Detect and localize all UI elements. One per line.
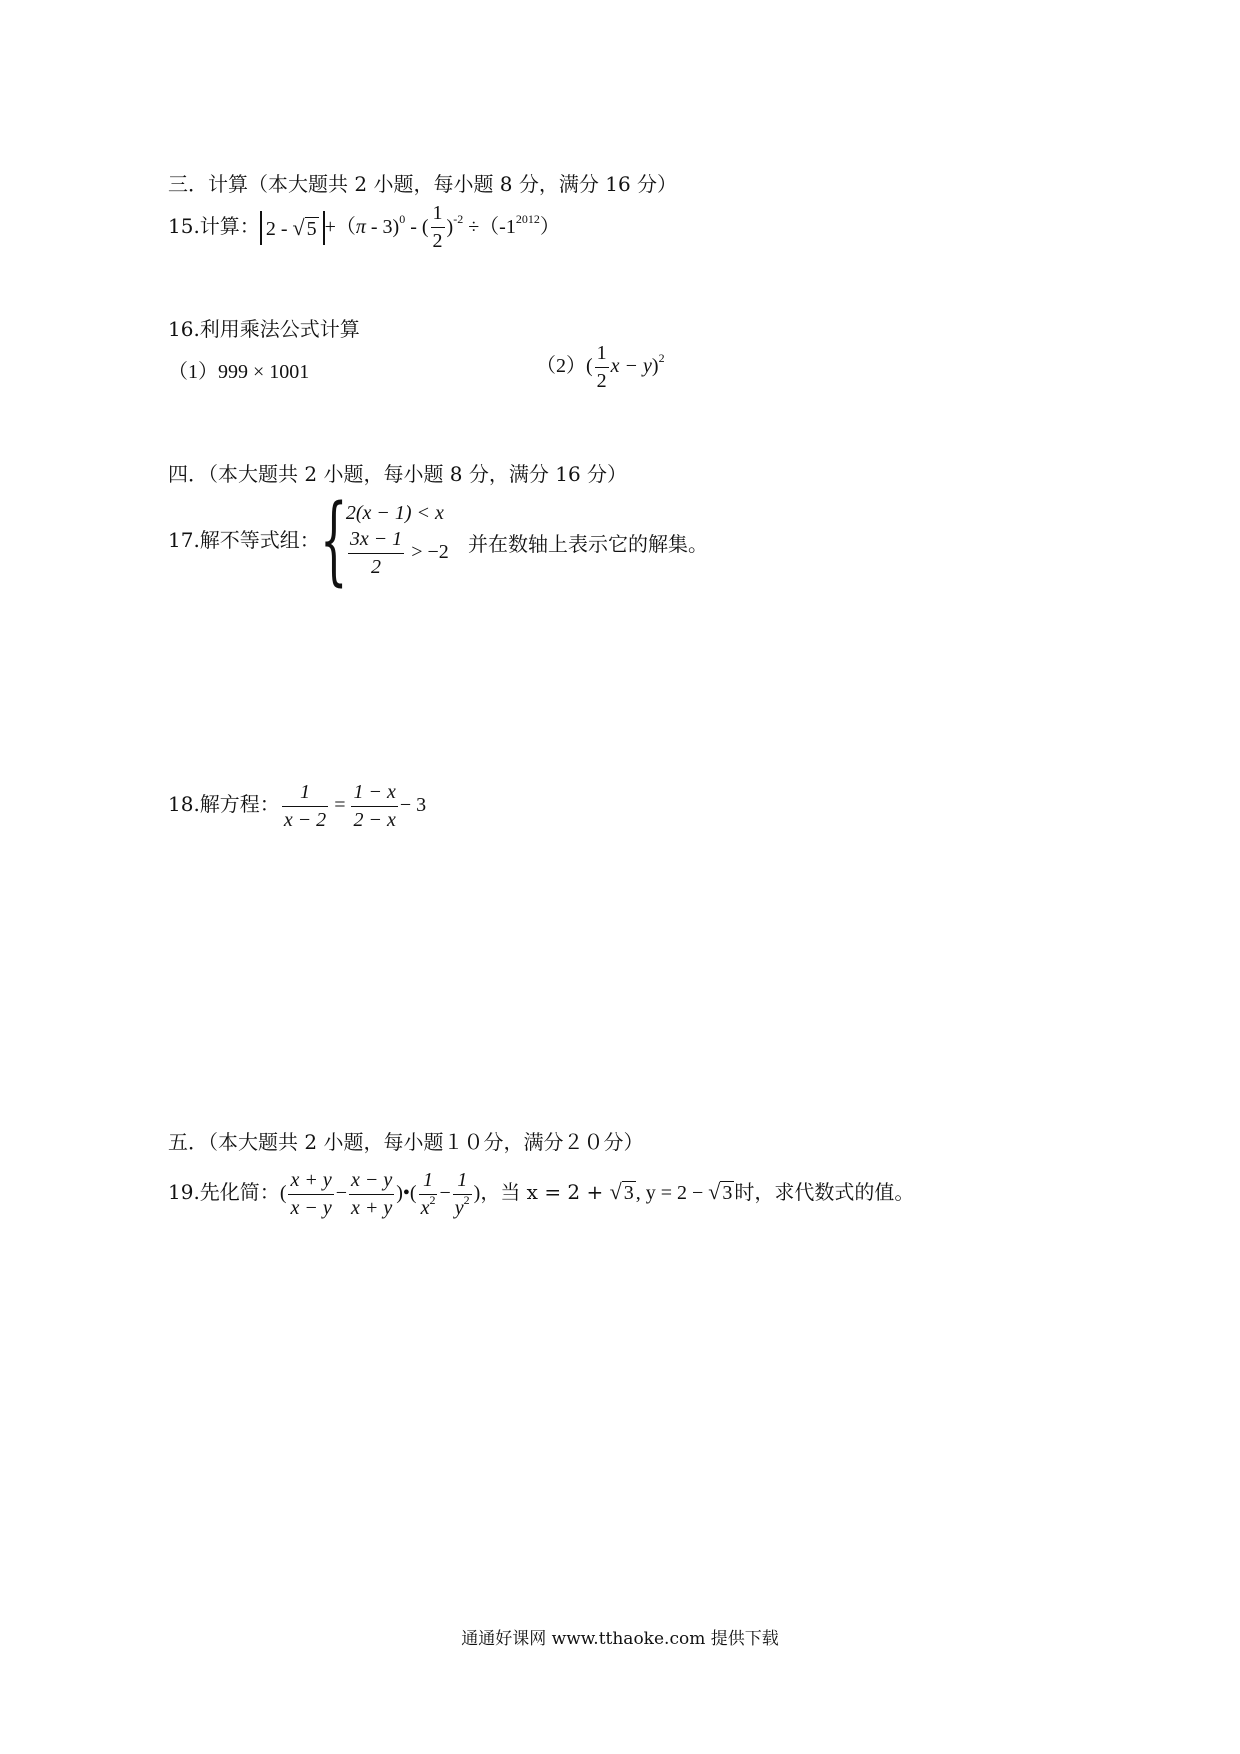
section3-heading: 三．计算（本大题共 2 小题，每小题 8 分，满分 16 分） <box>168 172 678 196</box>
question-18: 18.解方程： $\frac{1}{x - 2}$ = $\frac{1 - x}{2 - x}$ − 3 <box>168 774 426 834</box>
q17-label: 17.解不等式组： <box>168 528 320 552</box>
inequality-system: 2(x − 1) < x $\frac{3x - 1}{2}$ > −2 <box>345 501 449 578</box>
q16-part2: （2）( $\frac{1}{2}$ x − y)$^2$ <box>536 338 665 394</box>
section4-heading: 四．（本大题共 2 小题，每小题 8 分，满分 16 分） <box>168 462 628 486</box>
q16-fraction: $\frac{1}{2}$ <box>596 341 607 392</box>
q18-lhs-fraction: $\frac{1}{x - 2}$ <box>283 780 327 831</box>
system-brace: { <box>319 484 348 596</box>
question-17 <box>168 484 449 596</box>
q16-label: 16.利用乘法公式计算 <box>168 317 360 341</box>
q18-rhs-fraction: $\frac{1 - x}{2 - x}$ <box>353 780 396 831</box>
q16-part1: （1）999 × 1001 <box>168 361 310 383</box>
question-19: 19.先化简：( $\frac{x + y}{x - y}$ − $\frac{x - y}{x + y}$ )•( $\frac{1}{x^2}$ − $\frac{1}{y^2}$ )，当 x = 2 + √ 3 , y = 2 − √ 3 时，求代数式的值。 <box>168 1168 915 1219</box>
q15-absolute-value: 2 - √ 5 <box>260 211 325 245</box>
section5-heading: 五．（本大题共 2 小题，每小题１０分，满分２０分） <box>168 1130 644 1154</box>
q15-label: 15.计算： <box>168 214 260 238</box>
question-15: 15.计算： 2 - √ 5 +（π - 3)$^0$ - ( $\frac{1}{2}$ )$^{-2} \div(-1^{2012})$ <box>168 198 560 254</box>
footer-text: 通通好课网 www.tthaoke.com 提供下载 <box>461 1629 779 1649</box>
q15-sqrt: √ 5 <box>292 214 317 240</box>
q15-fraction: $\frac{1}{2}$ <box>432 202 443 252</box>
q17-instruction: 并在数轴上表示它的解集。 <box>468 532 708 556</box>
